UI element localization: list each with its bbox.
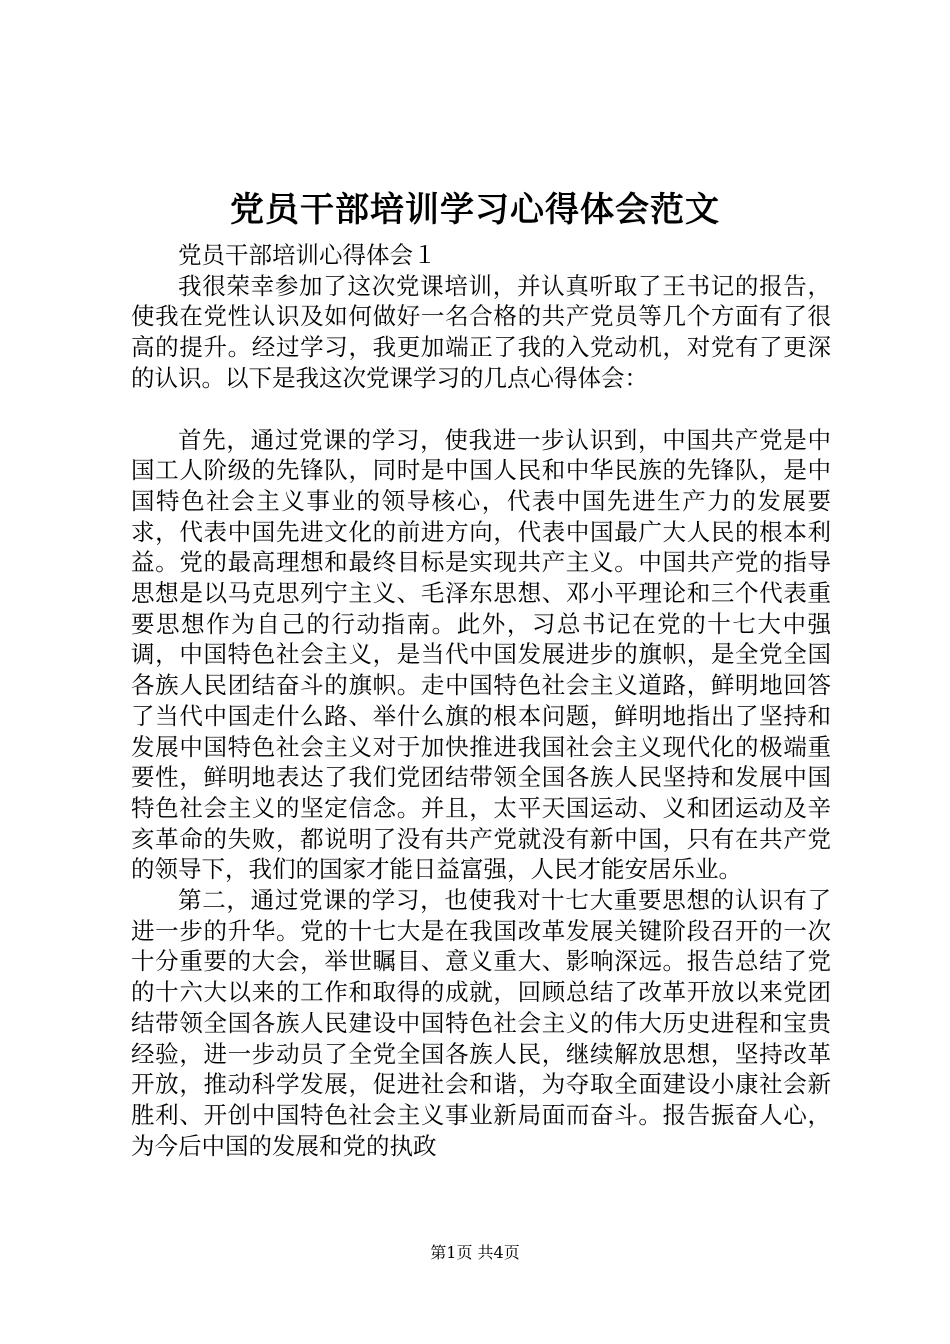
page-footer: 第1页 共4页 bbox=[430, 1243, 520, 1262]
document-title: 党员干部培训学习心得体会范文 bbox=[230, 190, 720, 230]
document-body bbox=[131, 240, 831, 1161]
paragraph-first-point: 首先，通过党课的学习，使我进一步认识到，中国共产党是中国工人阶级的先锋队，同时是中国人民和中华民族的先锋队，是中国特色社会主义事业的领导核心，代表中国先进生产力的发展要求，代表中国先进文化的前进方向，代表中国最广大人民的根本利益。党的最高理想和最终目标是实现共产主义。中国共产党的指导思想是以马克思列宁主义、毛泽东思想、邓小平理论和三个代表重要思想作为自己的行动指南。此外，习总书记在党的十七大中强调，中国特色社会主义，是当代中国发展进步的旗帜，是全党全国各族人民团结奋斗的旗帜。走中国特色社会主义道路，鲜明地回答了当代中国走什么路、举什么旗的根本问题，鲜明地指出了坚持和发展中国特色社会主义对于加快推进我国社会主义现代化的极端重要性，鲜明地表达了我们党团结带领全国各族人民坚持和发展中国特色社会主义的坚定信念。并且，太平天国运动、义和团运动及辛亥革命的失败，都说明了没有共产党就没有新中国，只有在共产党的领导下，我们的国家才能日益富强，人民才能安居乐业。 bbox=[131, 425, 831, 884]
section-heading: 党员干部培训心得体会１ bbox=[178, 241, 437, 269]
paragraph-intro: 我很荣幸参加了这次党课培训，并认真听取了王书记的报告，使我在党性认识及如何做好一名合格的共产党员等几个方面有了很高的提升。经过学习，我更加端正了我的入党动机，对党有了更深的认识。以下是我这次党课学习的几点心得体会： bbox=[131, 271, 831, 392]
paragraph-second-point: 第二，通过党课的学习，也使我对十七大重要思想的认识有了进一步的升华。党的十七大是在我国改革发展关键阶段召开的一次十分重要的大会，举世瞩目、意义重大、影响深远。报告总结了党的十六大以来的工作和取得的成就，回顾总结了改革开放以来党团结带领全国各族人民建设中国特色社会主义的伟大历史进程和宝贵经验，进一步动员了全党全国各族人民，继续解放思想，坚持改革开放，推动科学发展，促进社会和谐，为夺取全面建设小康社会新胜利、开创中国特色社会主义事业新局面而奋斗。报告振奋人心，为今后中国的发展和党的执政 bbox=[131, 886, 831, 1160]
